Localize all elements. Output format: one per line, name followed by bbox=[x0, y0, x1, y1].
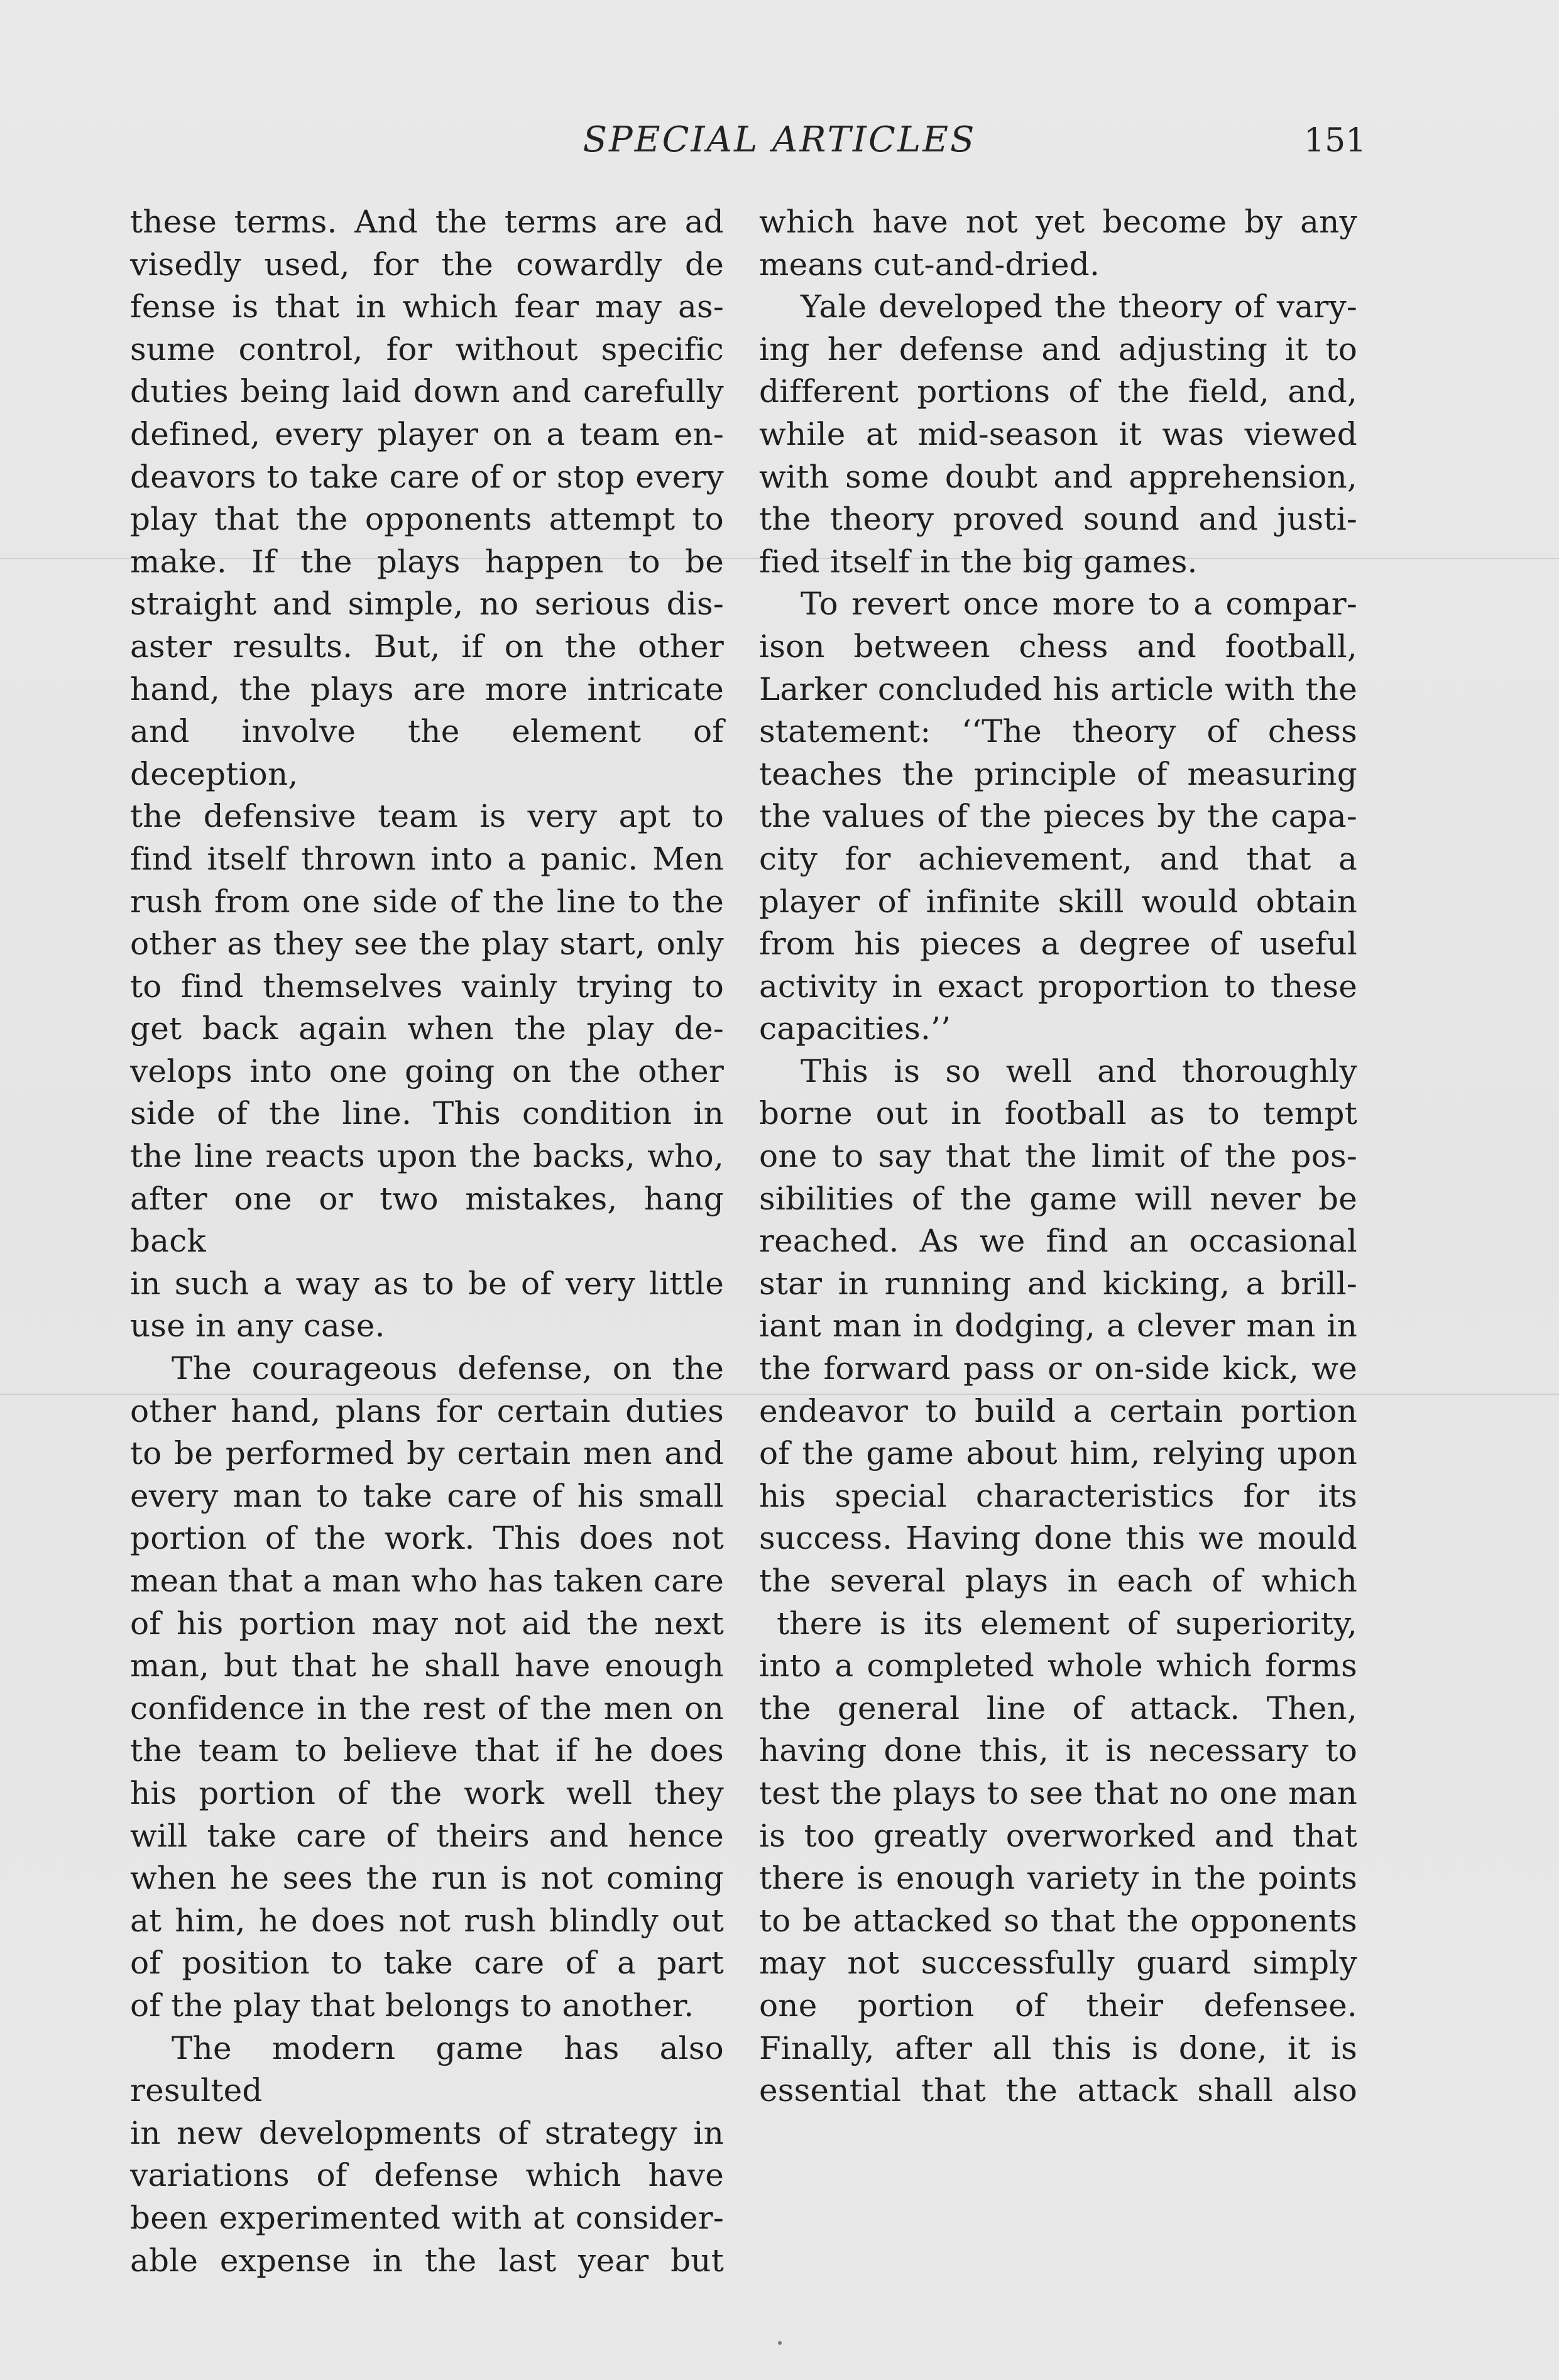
text-line: star in running and kicking, a brill- bbox=[759, 1265, 1357, 1302]
text-line: able expense in the last year but bbox=[130, 2242, 724, 2279]
text-line: there is its element of superiority, bbox=[777, 1605, 1357, 1642]
text-line: from his pieces a degree of useful bbox=[759, 925, 1357, 963]
text-line: other as they see the play start, only bbox=[130, 925, 724, 963]
text-line: To revert once more to a compar- bbox=[801, 586, 1357, 623]
text-line: portion of the work. This does not bbox=[130, 1520, 724, 1557]
text-line: mean that a man who has taken care bbox=[130, 1563, 724, 1599]
text-line: The courageous defense, on the bbox=[172, 1350, 724, 1387]
text-line: with some doubt and apprehension, bbox=[759, 458, 1357, 495]
text-line: man, but that he shall have enough bbox=[130, 1647, 724, 1684]
text-line: statement: ‘‘The theory of chess bbox=[759, 713, 1357, 750]
text-line: is too greatly overworked and that bbox=[759, 1817, 1357, 1854]
text-line: different portions of the field, and, bbox=[759, 373, 1357, 410]
text-line: success. Having done this we mould bbox=[759, 1520, 1357, 1557]
text-line: which have not yet become by any bbox=[759, 204, 1357, 240]
text-line: play that the opponents attempt to bbox=[130, 501, 724, 538]
text-line: Yale developed the theory of vary- bbox=[801, 288, 1357, 325]
text-line: other hand, plans for certain duties bbox=[130, 1392, 724, 1429]
text-line: The modern game has also resulted bbox=[130, 2029, 724, 2109]
text-line: while at mid-season it was viewed bbox=[759, 415, 1357, 452]
text-line: variations of defense which have bbox=[130, 2157, 724, 2194]
text-line: duties being laid down and carefully bbox=[130, 373, 724, 410]
text-line: defined, every player on a team en- bbox=[130, 415, 724, 452]
text-line: the values of the pieces by the capa- bbox=[759, 798, 1357, 835]
text-line: the forward pass or on-side kick, we bbox=[759, 1350, 1357, 1387]
text-line: teaches the principle of measuring bbox=[759, 755, 1357, 792]
text-line: deavors to take care of or stop every bbox=[130, 458, 724, 495]
text-line: means cut-and-dried. bbox=[759, 246, 1100, 283]
text-line: make. If the plays happen to be bbox=[130, 543, 724, 580]
text-line: velops into one going on the other bbox=[130, 1052, 724, 1089]
text-line: fense is that in which fear may as- bbox=[130, 288, 724, 325]
text-line: the line reacts upon the backs, who, bbox=[130, 1138, 724, 1175]
text-line: his portion of the work well they bbox=[130, 1774, 724, 1811]
text-line: of position to take care of a part bbox=[130, 1945, 724, 1982]
text-line: there is enough variety in the points bbox=[759, 1860, 1357, 1897]
text-line: sume control, for without specific bbox=[130, 330, 724, 368]
text-line: one to say that the limit of the pos- bbox=[759, 1138, 1357, 1175]
text-line: find itself thrown into a panic. Men bbox=[130, 840, 724, 877]
text-line: in new developments of strategy in bbox=[130, 2114, 724, 2151]
text-line: fied itself in the big games. bbox=[759, 543, 1198, 580]
text-line: may not successfully guard simply bbox=[759, 1945, 1357, 1982]
text-line: Larker concluded his article with the bbox=[759, 670, 1357, 707]
text-line: having done this, it is necessary to bbox=[759, 1732, 1357, 1769]
text-line: the general line of attack. Then, bbox=[759, 1689, 1357, 1727]
text-line: into a completed whole which forms bbox=[759, 1647, 1357, 1684]
text-line: these terms. And the terms are ad bbox=[130, 204, 724, 240]
text-line: confidence in the rest of the men on bbox=[130, 1689, 724, 1727]
text-line: every man to take care of his small bbox=[130, 1477, 724, 1514]
text-line: activity in exact proportion to these bbox=[759, 968, 1357, 1005]
text-line: his special characteristics for its bbox=[759, 1477, 1357, 1514]
text-line: hand, the plays are more intricate bbox=[130, 670, 724, 707]
text-line: will take care of theirs and hence bbox=[130, 1817, 724, 1854]
text-line: to be performed by certain men and bbox=[130, 1435, 724, 1472]
text-line: city for achievement, and that a bbox=[759, 840, 1357, 877]
text-line: the theory proved sound and justi- bbox=[759, 501, 1357, 538]
text-line: use in any case. bbox=[130, 1307, 385, 1345]
text-line: rush from one side of the line to the bbox=[130, 883, 724, 920]
text-line: ison between chess and football, bbox=[759, 628, 1357, 665]
text-line: straight and simple, no serious dis- bbox=[130, 586, 724, 623]
text-line: borne out in football as to tempt bbox=[759, 1095, 1357, 1132]
text-line: and involve the element of deception, bbox=[130, 713, 724, 792]
text-line: aster results. But, if on the other bbox=[130, 628, 724, 665]
running-header-title: SPECIAL ARTICLES bbox=[583, 119, 976, 160]
text-line: essential that the attack shall also bbox=[759, 2072, 1357, 2109]
text-line: after one or two mistakes, hang back bbox=[130, 1180, 724, 1260]
text-line: to be attacked so that the opponents bbox=[759, 1902, 1357, 1939]
text-line: of the play that belongs to another. bbox=[130, 1987, 694, 2024]
text-line: test the plays to see that no one man bbox=[759, 1774, 1357, 1811]
text-line: endeavor to build a certain portion bbox=[759, 1392, 1357, 1429]
text-line: one portion of their defensee. bbox=[759, 1987, 1357, 2024]
text-line: the defensive team is very apt to bbox=[130, 798, 724, 835]
left-text-column bbox=[130, 201, 724, 2282]
text-line: in such a way as to be of very little bbox=[130, 1265, 724, 1302]
text-line: of his portion may not aid the next bbox=[130, 1605, 724, 1642]
text-line: player of infinite skill would obtain bbox=[759, 883, 1357, 920]
text-line: sibilities of the game will never be bbox=[759, 1180, 1357, 1217]
page-number: 151 bbox=[1304, 122, 1367, 160]
text-line: ing her defense and adjusting it to bbox=[759, 330, 1357, 368]
text-line: iant man in dodging, a clever man in bbox=[759, 1307, 1357, 1345]
text-line: visedly used, for the cowardly de bbox=[130, 246, 724, 283]
right-text-column bbox=[759, 201, 1357, 2112]
text-line: This is so well and thoroughly bbox=[801, 1052, 1357, 1089]
text-line: of the game about him, relying upon bbox=[759, 1435, 1357, 1472]
text-line: capacities.’’ bbox=[759, 1010, 951, 1047]
text-line: to find themselves vainly trying to bbox=[130, 968, 724, 1005]
text-line: get back again when the play de- bbox=[130, 1010, 724, 1047]
page-dot-mark bbox=[778, 2341, 782, 2345]
text-line: side of the line. This condition in bbox=[130, 1095, 724, 1132]
text-line: been experimented with at consider- bbox=[130, 2199, 724, 2236]
text-line: reached. As we find an occasional bbox=[759, 1223, 1357, 1260]
text-line: when he sees the run is not coming bbox=[130, 1860, 724, 1897]
text-line: Finally, after all this is done, it is bbox=[759, 2029, 1357, 2066]
text-line: the several plays in each of which bbox=[759, 1563, 1357, 1599]
text-line: the team to believe that if he does bbox=[130, 1732, 724, 1769]
text-line: at him, he does not rush blindly out bbox=[130, 1902, 724, 1939]
